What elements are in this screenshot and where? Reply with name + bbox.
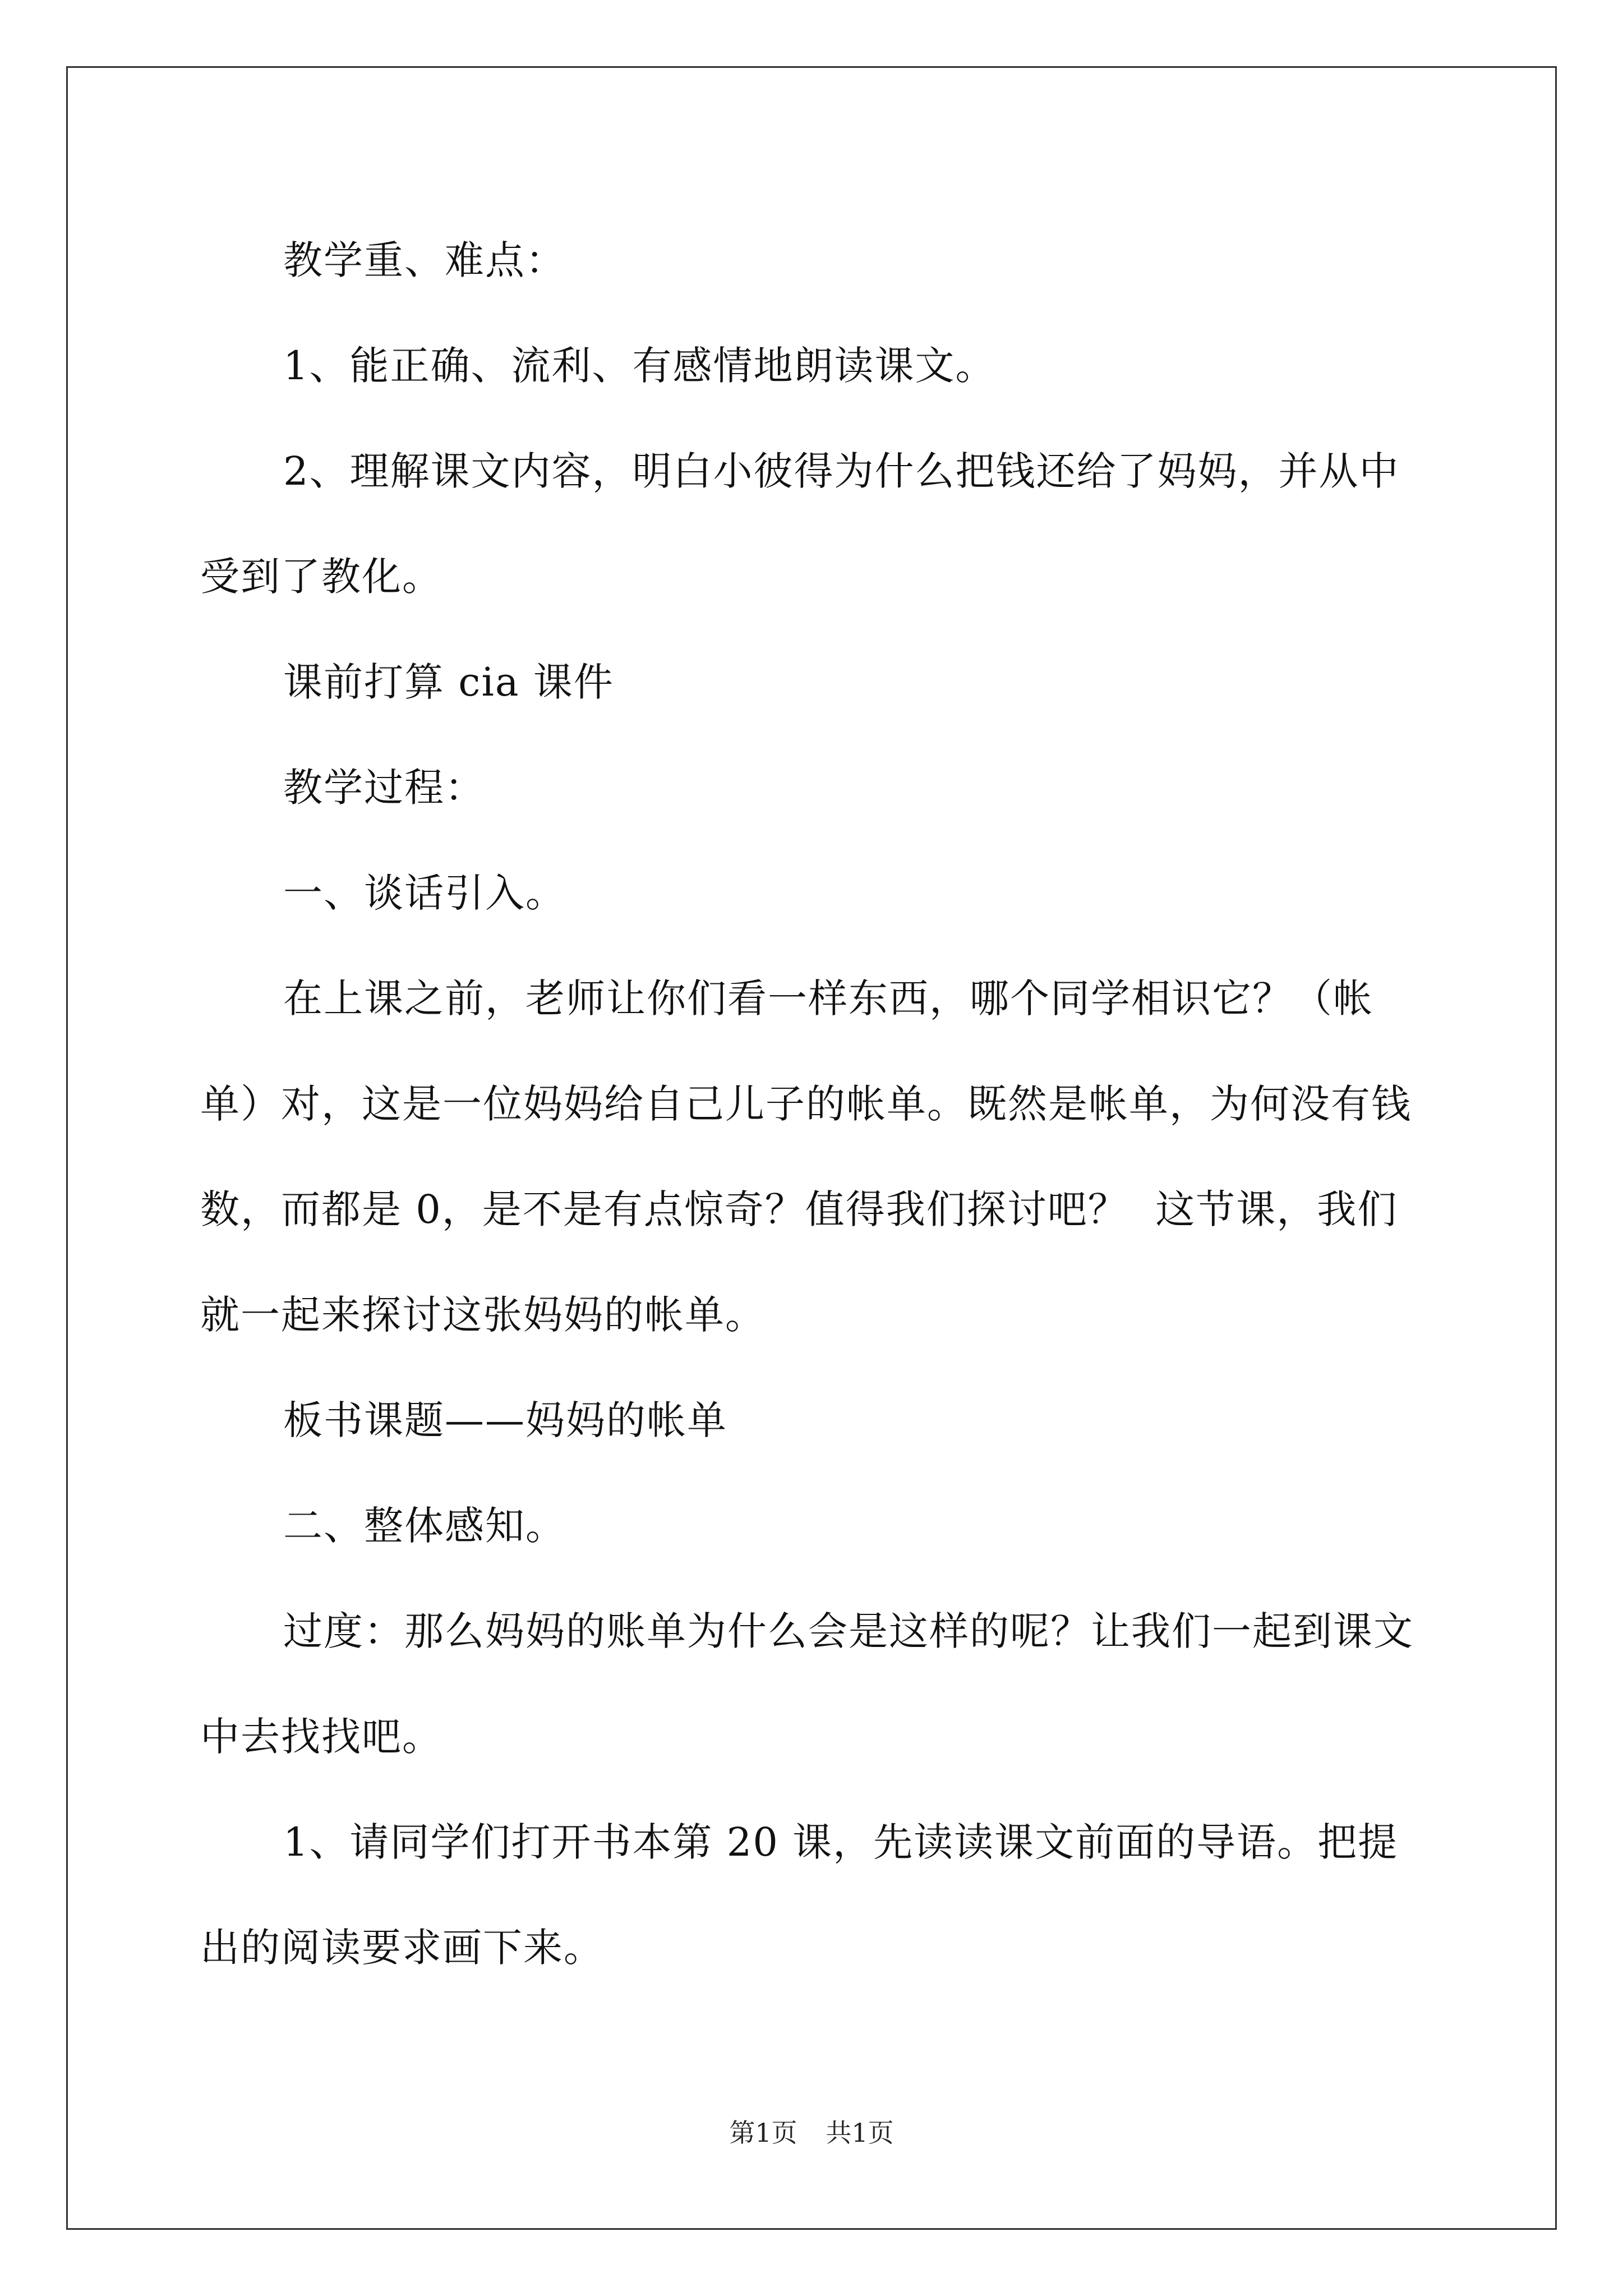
paragraph-transition: 过度：那么妈妈的账单为什么会是这样的呢？让我们一起到课文中去找找吧。 bbox=[200, 1608, 1414, 1760]
page-number-current: 第1页 bbox=[729, 2118, 797, 2148]
page-footer bbox=[0, 2113, 1623, 2150]
paragraph-point-2: 2、理解课文内容，明白小彼得为什么把钱还给了妈妈，并从中受到了教化。 bbox=[200, 448, 1400, 600]
paragraph-process-heading: 教学过程： bbox=[283, 765, 485, 811]
paragraph-preparation: 课前打算 cia 课件 bbox=[283, 659, 614, 705]
paragraph-point-1: 1、能正确、流利、有感情地朗读课文。 bbox=[283, 343, 996, 389]
paragraph-step-1: 1、请同学们打开书本第 20 课，先读读课文前面的导语。把提出的阅读要求画下来。 bbox=[200, 1819, 1399, 1971]
document-body bbox=[200, 208, 1428, 2000]
paragraph-board-title: 板书课题——妈妈的帐单 bbox=[283, 1397, 727, 1443]
paragraph-section-1-heading: 一、谈话引入。 bbox=[283, 870, 566, 916]
paragraph-section-2-heading: 二、整体感知。 bbox=[283, 1503, 566, 1549]
paragraph-intro-text: 在上课之前，老师让你们看一样东西，哪个同学相识它？（帐单）对，这是一位妈妈给自己儿子的帐单。既然是帐单，为何没有钱数，而都是 0，是不是有点惊奇？值得我们探讨吧？ 这节课，我们就一起来探讨这张妈妈的帐单。 bbox=[200, 976, 1412, 1338]
paragraph-key-points-heading: 教学重、难点： bbox=[283, 237, 566, 283]
page-number-total: 共1页 bbox=[826, 2118, 894, 2148]
